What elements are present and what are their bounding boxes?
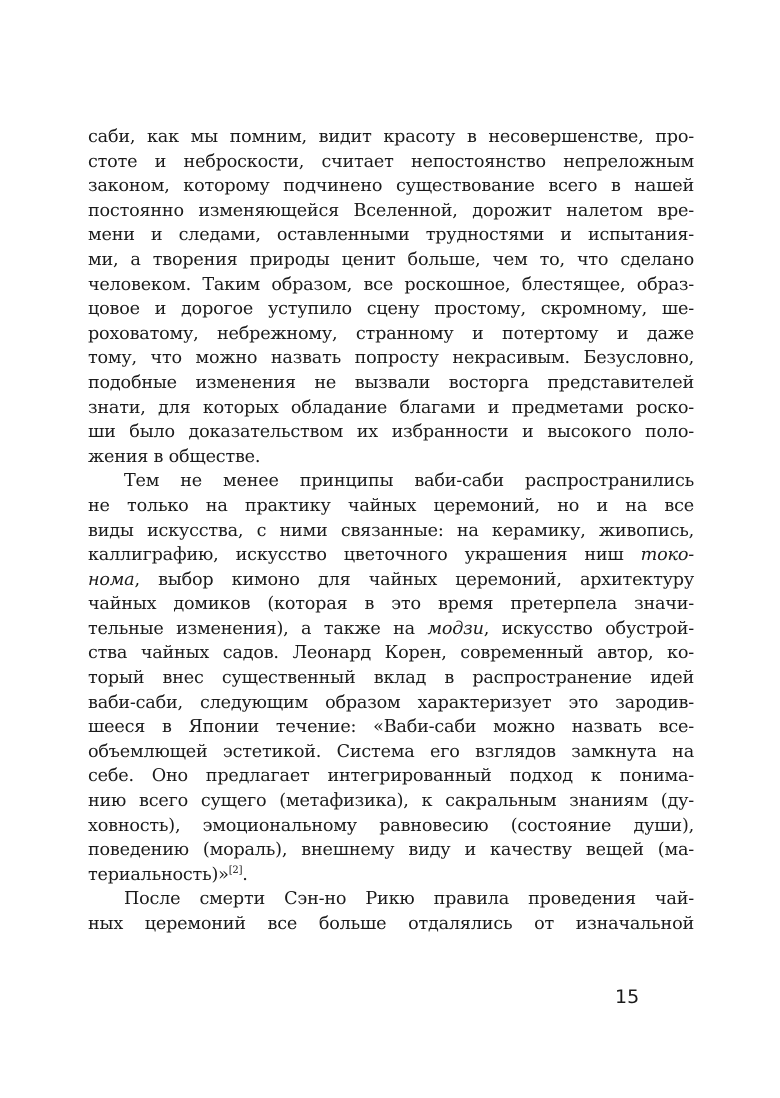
italic-term: токо- — [640, 545, 694, 566]
text-line: каллиграфию, искусство цветочного украшения ниш токо- — [88, 545, 694, 566]
paragraph — [88, 887, 694, 936]
text-line: роховатому, небрежному, странному и потертому и даже — [88, 323, 694, 344]
text-line: териальность)»[2]. — [88, 864, 248, 885]
text-line: цовое и дорогое уступило сцену простому, скромному, ше- — [88, 299, 694, 320]
text-line: себе. Оно предлагает интегрированный подход к понима- — [88, 766, 694, 787]
paragraph — [88, 125, 694, 469]
text-line: нию всего сущего (метафизика), к сакральным знаниям (ду- — [88, 791, 694, 812]
text-line: законом, которому подчинено существование всего в нашей — [88, 176, 694, 197]
text-line: чайных домиков (которая в это время претерпела значи- — [88, 594, 694, 615]
text-line: виды искусства, с ними связанные: на керамику, живопись, — [88, 520, 694, 541]
text-line: После смерти Сэн-но Рикю правила проведения чай- — [124, 889, 694, 910]
text-line: подобные изменения не вызвали восторга представителей — [88, 372, 694, 393]
text-line: знати, для которых обладание благами и предметами роско- — [88, 397, 694, 418]
text-line: не только на практику чайных церемоний, но и на все — [88, 495, 694, 516]
text-line: Тем не менее принципы ваби-саби распространились — [124, 471, 694, 492]
text-line: саби, как мы помним, видит красоту в несовершенстве, про- — [88, 127, 694, 147]
italic-term: модзи — [427, 618, 484, 639]
text-line: тельные изменения), а также на модзи, искусство обустрой- — [88, 618, 695, 639]
page-number: 15 — [615, 986, 640, 1008]
page-body — [88, 125, 694, 937]
text-line: жения в обществе. — [88, 446, 261, 467]
text-line: объемлющей эстетикой. Система его взглядов замкнута на — [88, 741, 694, 762]
text-line: постоянно изменяющейся Вселенной, дорожит налетом вре- — [88, 200, 694, 221]
text-line: поведению (мораль), внешнему виду и качеству вещей (ма- — [88, 840, 694, 861]
footnote-reference[interactable]: [2] — [228, 864, 243, 876]
paragraph — [88, 469, 694, 887]
text-line: человеком. Таким образом, все роскошное, блестящее, образ- — [88, 274, 694, 295]
text-line: ховность), эмоциональному равновесию (состояние души), — [88, 815, 694, 836]
text-line: мени и следами, оставленными трудностями и испытания- — [88, 225, 694, 246]
text-line: ных церемоний все больше отдалялись от изначальной — [88, 914, 694, 934]
text-line: тому, что можно назвать попросту некрасивым. Безусловно, — [88, 348, 694, 369]
text-line: нома, выбор кимоно для чайных церемоний, архитектуру — [88, 569, 694, 590]
text-line: ши было доказательством их избранности и высокого поло- — [88, 422, 694, 443]
text-line: ства чайных садов. Леонард Корен, современный автор, ко- — [88, 643, 694, 664]
italic-term: нома — [88, 569, 135, 590]
text-line: ми, а творения природы ценит больше, чем то, что сделано — [88, 249, 694, 270]
text-line: ваби-саби, следующим образом характеризует это зародив- — [88, 692, 694, 713]
text-line: торый внес существенный вклад в распространение идей — [88, 668, 694, 689]
text-line: стоте и неброскости, считает непостоянство непреложным — [88, 151, 694, 172]
text-line: шееся в Японии течение: «Ваби-саби можно назвать все- — [88, 717, 694, 738]
